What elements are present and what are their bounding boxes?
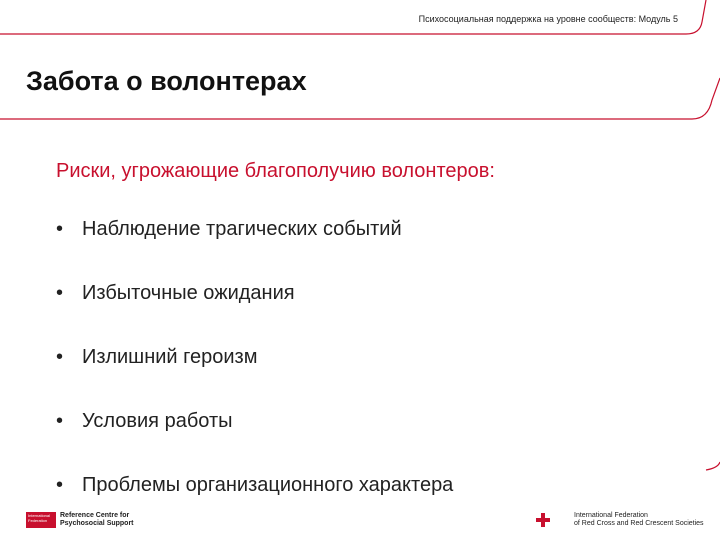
red-cross-icon [536,513,550,527]
module-header: Психосоциальная поддержка на уровне сообществ: Модуль 5 [418,14,678,24]
bullet-dot: • [56,410,64,432]
reference-centre-line1: Reference Centre for [60,512,130,519]
bullet-text: Наблюдение трагических событий [82,218,402,240]
bullet-text: Условия работы [82,410,233,432]
reference-centre-logo [26,512,134,528]
bullet-dot: • [56,218,64,240]
subtitle: Риски, угрожающие благополучию волонтеров: [56,160,495,182]
bullet-text: Избыточные ожидания [82,282,295,304]
federation-logo-icon: International Federation [26,512,56,528]
list-item [56,346,453,410]
list-item [56,282,453,346]
bullet-dot: • [56,474,64,496]
list-item [56,474,453,538]
bullet-dot: • [56,346,64,368]
red-crescent-icon [554,513,568,527]
list-item [56,410,453,474]
list-item [56,218,453,282]
ifrc-line2: of Red Cross and Red Crescent Societies [574,520,704,527]
reference-centre-line2: Psychosocial Support [60,520,134,527]
bullet-dot: • [56,282,64,304]
ifrc-line1: International Federation [574,512,648,519]
ifrc-text [574,512,704,528]
bullet-list [56,218,453,538]
bullet-text: Проблемы организационного характера [82,474,454,496]
bullet-text: Излишний героизм [82,346,258,368]
ifrc-logo [536,512,704,528]
reference-centre-text [60,512,134,528]
slide-title: Забота о волонтерах [26,66,307,96]
